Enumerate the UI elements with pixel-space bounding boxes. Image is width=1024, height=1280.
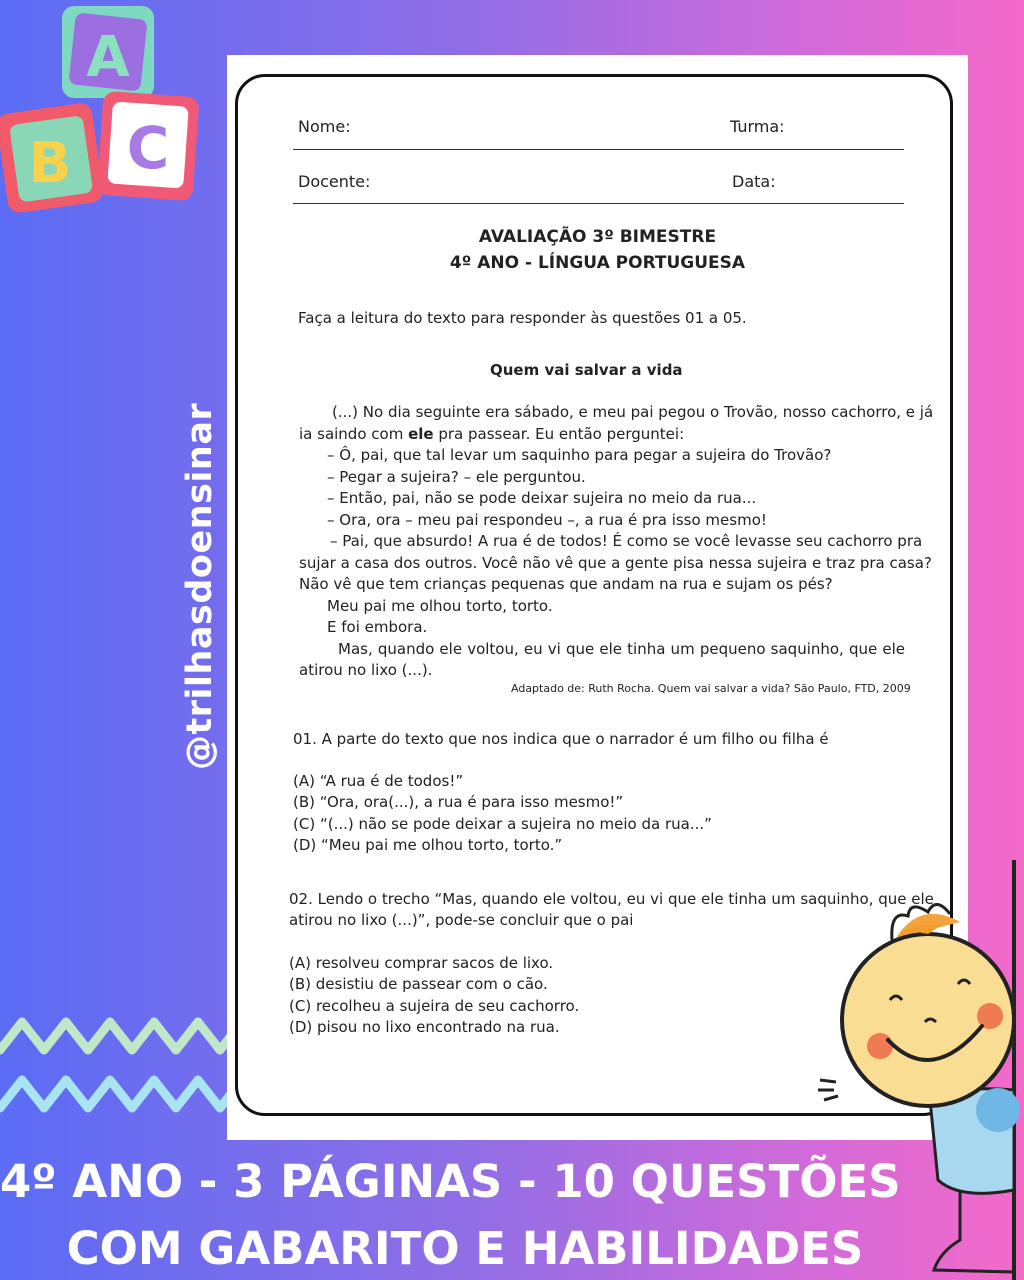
story-line: – Ô, pai, que tal levar um saquinho para pegar a sujeira do Trovão?: [327, 446, 832, 464]
story-line: Não vê que tem crianças pequenas que andam na rua e sujam os pés?: [299, 575, 833, 593]
story-source: Adaptado de: Ruth Rocha. Quem vai salvar a vida? São Paulo, FTD, 2009: [511, 682, 911, 695]
question-2-option-c: (C) recolheu a sujeira de seu cachorro.: [289, 997, 580, 1015]
class-label: Turma:: [730, 117, 785, 136]
question-2-option-b: (B) desistiu de passear com o cão.: [289, 975, 548, 993]
assessment-subtitle: 4º ANO - LÍNGUA PORTUGUESA: [449, 253, 746, 273]
story-line: – Então, pai, não se pode deixar sujeira no meio da rua...: [327, 489, 757, 507]
story-text: ia saindo com: [299, 425, 409, 443]
story-line: atirou no lixo (...).: [299, 661, 433, 679]
question-2-option-d: (D) pisou no lixo encontrado na rua.: [289, 1018, 560, 1036]
block-b-letter: B: [28, 131, 72, 196]
story-bold-word: ele: [408, 425, 434, 443]
story-line: sujar a casa dos outros. Você não vê que a gente pisa nessa sujeira e traz pra casa?: [299, 554, 932, 572]
story-line: Meu pai me olhou torto, torto.: [327, 597, 553, 615]
zigzag-decoration: [0, 1010, 240, 1140]
peeking-kid-illustration: [810, 860, 1024, 1280]
assessment-title: AVALIAÇÃO 3º BIMESTRE: [478, 227, 717, 247]
story-line: – Pai, que absurdo! A rua é de todos! É como se você levasse seu cachorro pra: [330, 532, 923, 550]
banner-line-1: 4º ANO - 3 PÁGINAS - 10 QUESTÕES: [0, 1155, 901, 1208]
block-a: [62, 6, 154, 98]
story-line: Mas, quando ele voltou, eu vi que ele tinha um pequeno saquinho, que ele: [338, 640, 905, 658]
teacher-label: Docente:: [298, 172, 371, 191]
question-1-option-b: (B) “Ora, ora(...), a rua é para isso mesmo!”: [293, 793, 624, 811]
story-line: E foi embora.: [327, 618, 428, 636]
question-1-option-c: (C) “(...) não se pode deixar a sujeira no meio da rua...”: [293, 815, 712, 833]
question-1-option-d: (D) “Meu pai me olhou torto, torto.”: [293, 836, 563, 854]
story-line: [299, 424, 684, 444]
story-line: – Pegar a sujeira? – ele perguntou.: [327, 468, 586, 486]
question-2-option-a: (A) resolveu comprar sacos de lixo.: [289, 954, 554, 972]
name-line: [293, 149, 904, 150]
name-label: Nome:: [298, 117, 351, 136]
block-a-letter: A: [86, 25, 130, 90]
block-c: [96, 91, 199, 201]
instruction-text: Faça a leitura do texto para responder às questões 01 a 05.: [298, 309, 747, 327]
story-title: Quem vai salvar a vida: [490, 361, 683, 379]
question-2-stem: 02. Lendo o trecho “Mas, quando ele voltou, eu vi que ele tinha um saquinho, que ele: [289, 890, 934, 908]
question-2-stem: atirou no lixo (...)”, pode-se concluir que o pai: [289, 911, 634, 929]
story-line: – Ora, ora – meu pai respondeu –, a rua é pra isso mesmo!: [327, 511, 767, 529]
banner-line-2: COM GABARITO E HABILIDADES: [66, 1222, 864, 1275]
instagram-handle: @trilhasdoensinar: [180, 402, 220, 770]
question-1-option-a: (A) “A rua é de todos!”: [293, 772, 464, 790]
teacher-line: [293, 203, 904, 204]
date-label: Data:: [732, 172, 776, 191]
block-b: [0, 102, 104, 214]
block-c-letter: C: [126, 114, 170, 182]
story-text: pra passear. Eu então perguntei:: [433, 425, 685, 443]
question-1-stem: 01. A parte do texto que nos indica que o narrador é um filho ou filha é: [293, 730, 829, 748]
abc-blocks-illustration: [0, 0, 210, 230]
story-line: (...) No dia seguinte era sábado, e meu pai pegou o Trovão, nosso cachorro, e já: [332, 403, 934, 421]
